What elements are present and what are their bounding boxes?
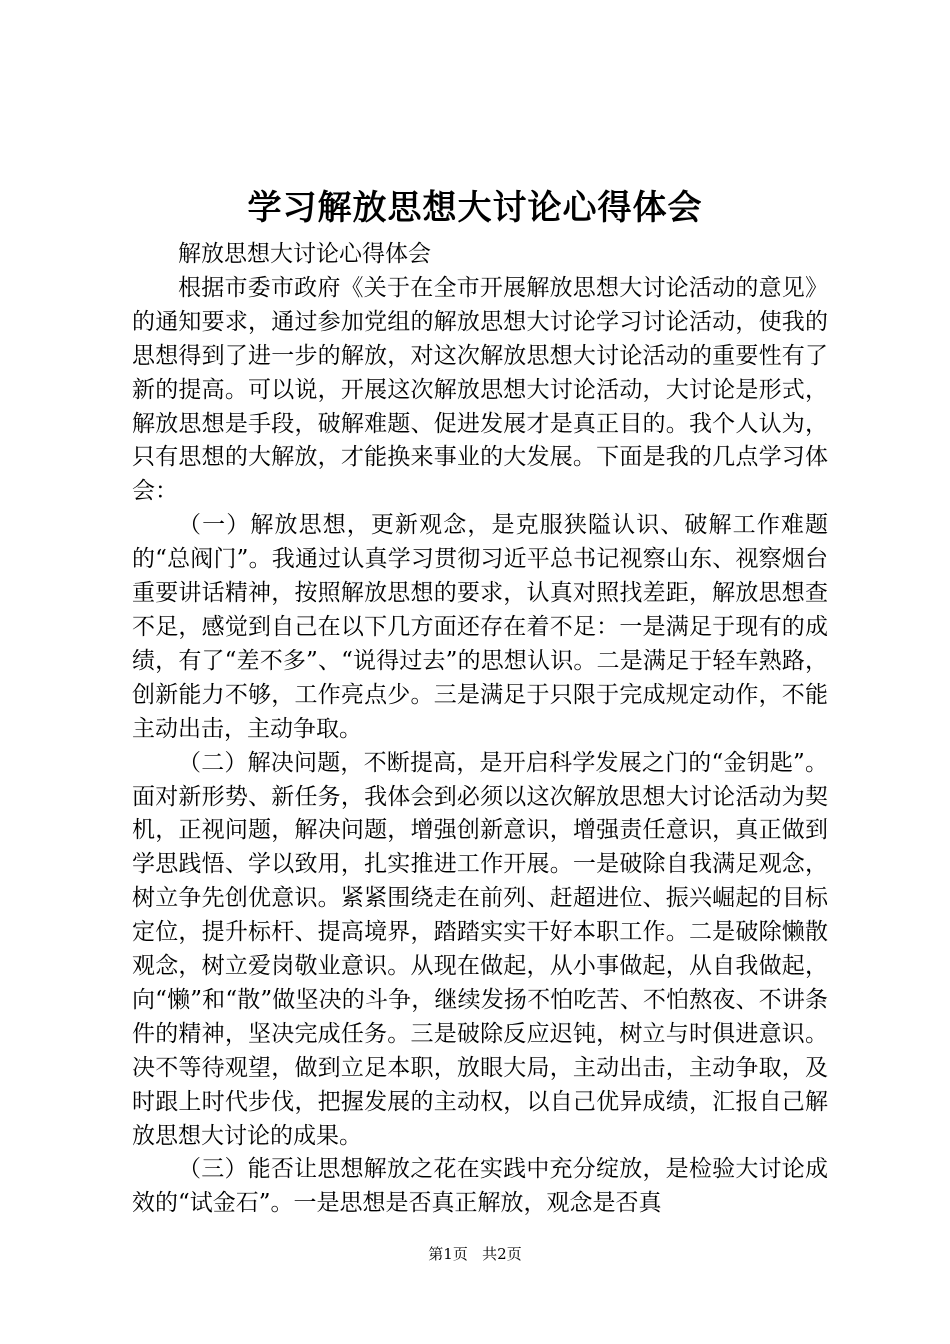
page-number: 第1页 [428,1245,468,1263]
paragraph-section-3: （三）能否让思想解放之花在实践中充分绽放，是检验大讨论成效的“试金石”。一是思想是否真正解放，观念是否真 [132,1156,828,1217]
page-total: 共2页 [482,1245,522,1263]
paragraph-intro: 根据市委市政府《关于在全市开展解放思想大讨论活动的意见》的通知要求，通过参加党组的解放思想大讨论学习讨论活动，使我的思想得到了进一步的解放，对这次解放思想大讨论活动的重要性有了新的提高。可以说，开展这次解放思想大讨论活动，大讨论是形式，解放思想是手段，破解难题、促进发展才是真正目的。我个人认为，只有思想的大解放，才能换来事业的大发展。下面是我的几点学习体会： [132,274,828,505]
paragraph-section-2: （二）解决问题，不断提高，是开启科学发展之门的“金钥匙”。面对新形势、新任务，我体会到必须以这次解放思想大讨论活动为契机，正视问题，解决问题，增强创新意识，增强责任意识，真正做到学思践悟、学以致用，扎实推进工作开展。一是破除自我满足观念，树立争先创优意识。紧紧围绕走在前列、赶超进位、振兴崛起的目标定位，提升标杆、提高境界，踏踏实实干好本职工作。二是破除懒散观念，树立爱岗敬业意识。从现在做起，从小事做起，从自我做起，向“懒”和“散”做坚决的斗争，继续发扬不怕吃苦、不怕熬夜、不讲条件的精神，坚决完成任务。三是破除反应迟钝，树立与时俱进意识。决不等待观望，做到立足本职，放眼大局，主动出击，主动争取，及时跟上时代步伐，把握发展的主动权，以自己优异成绩，汇报自己解放思想大讨论的成果。 [132,749,828,1149]
document-body [132,238,828,1221]
document-subtitle: 解放思想大讨论心得体会 [178,241,431,267]
page-title: 学习解放思想大讨论心得体会 [247,188,703,228]
paragraph-section-1: （一）解放思想，更新观念，是克服狭隘认识、破解工作难题的“总阀门”。我通过认真学习贯彻习近平总书记视察山东、视察烟台重要讲话精神，按照解放思想的要求，认真对照找差距，解放思想查不足，感觉到自己在以下几方面还存在着不足：一是满足于现有的成绩，有了“差不多”、“说得过去”的思想认识。二是满足于轻车熟路，创新能力不够，工作亮点少。三是满足于只限于完成规定动作，不能主动出击，主动争取。 [132,512,828,742]
page-footer [0,1244,950,1264]
